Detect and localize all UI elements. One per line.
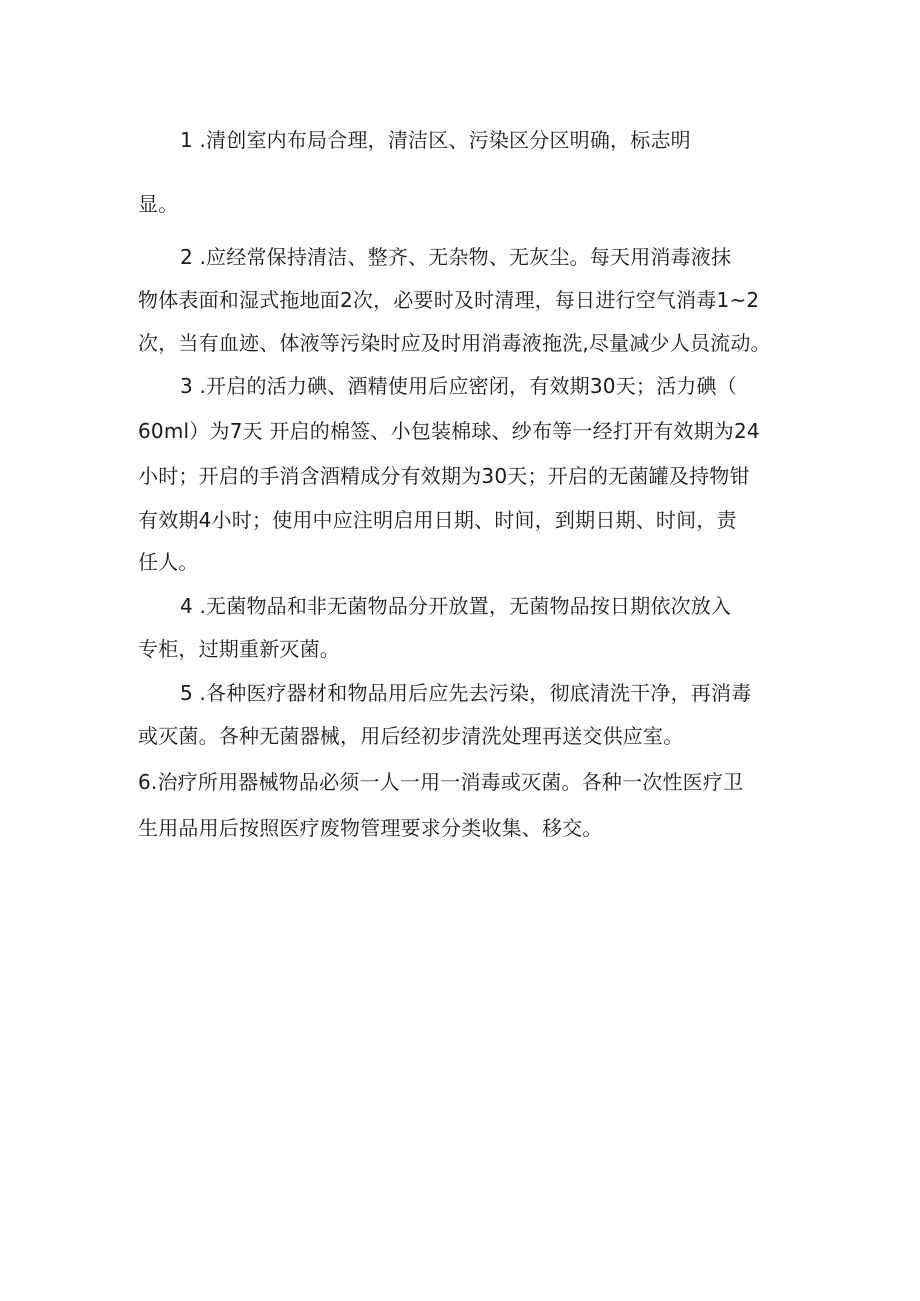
item-6-line-1: 6.治疗所用器械物品必须一人一用一消毒或灭菌。各种一次性医疗卫 [138, 770, 744, 794]
item-2-line-2: 物体表面和湿式拖地面2次，必要时及时清理，每日进行空气消毒1~2 [138, 288, 760, 312]
item-2-line-1: 2 .应经常保持清洁、整齐、无杂物、无灰尘。每天用消毒液抹 [180, 245, 732, 269]
item-6-line-2: 生用品用后按照医疗废物管理要求分类收集、移交。 [138, 816, 603, 840]
item-4-line-2: 专柜，过期重新灭菌。 [138, 637, 340, 661]
item-3-line-4: 有效期4小时；使用中应注明启用日期、时间，到期日期、时间，责 [138, 508, 737, 532]
item-4-line-1: 4 .无菌物品和非无菌物品分开放置，无菌物品按日期依次放入 [180, 594, 732, 618]
item-5-line-1: 5 .各种医疗器材和物品用后应先去污染，彻底清洗干净，再消毒 [180, 681, 752, 705]
item-3-line-3: 小时；开启的手消含酒精成分有效期为30天；开启的无菌罐及持物钳 [138, 464, 750, 488]
item-3-line-2: 60ml）为7天 开启的棉签、小包装棉球、纱布等一经打开有效期为24 [138, 419, 760, 443]
item-3-line-1: 3 .开启的活力碘、酒精使用后应密闭，有效期30天；活力碘（ [180, 374, 737, 398]
item-3-line-5: 任人。 [138, 550, 199, 574]
item-1-line-1: 1 .清创室内布局合理，清洁区、污染区分区明确，标志明 [180, 128, 691, 152]
item-1-line-2: 显。 [138, 192, 179, 216]
item-2-line-3: 次，当有血迹、体液等污染时应及时用消毒液拖洗,尽量减少人员流动。 [138, 331, 771, 355]
item-5-line-2: 或灭菌。各种无菌器械，用后经初步清洗处理再送交供应室。 [138, 724, 684, 748]
